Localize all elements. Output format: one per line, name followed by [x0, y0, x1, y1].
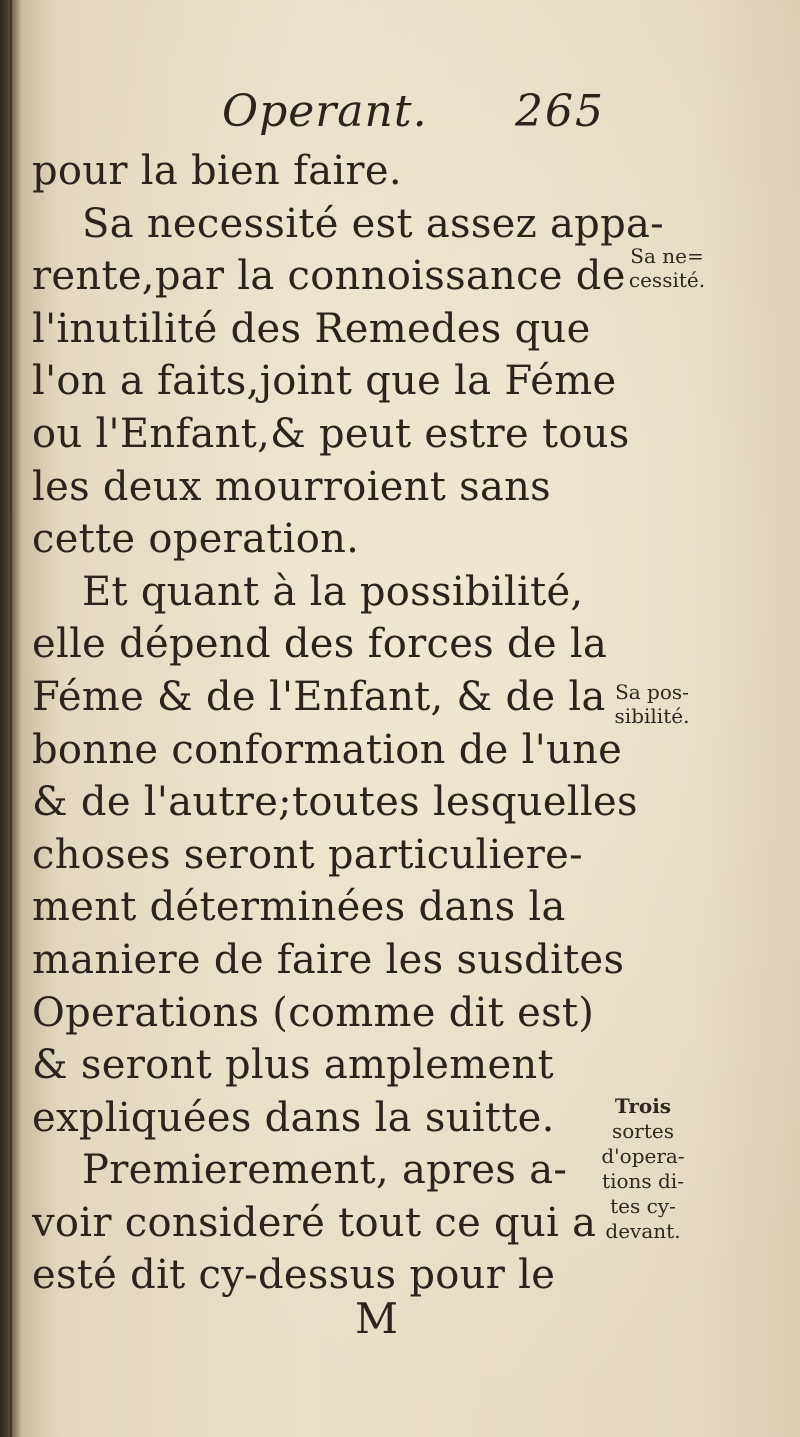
text-line: esté dit cy-dessus pour le: [32, 1252, 556, 1299]
text-line: Sa necessité est assez appa-: [82, 200, 664, 247]
text-line: & de l'autre;toutes lesquelles: [32, 779, 638, 826]
text-line: maniere de faire les susdites: [32, 936, 625, 983]
margin-note-line: tes cy-: [610, 1194, 676, 1218]
text-line: elle dépend des forces de la: [32, 621, 608, 668]
page-gutter-shadow: [10, 0, 12, 1437]
page-number: 265: [515, 86, 605, 137]
text-line: Premierement, apres a-: [82, 1147, 568, 1194]
running-title: Operant.: [222, 86, 428, 137]
text-line: cette operation.: [32, 516, 360, 563]
text-line: choses seront particuliere-: [32, 831, 583, 878]
margin-note-line: sibilité.: [614, 704, 690, 728]
text-line: Operations (comme dit est): [32, 989, 595, 1036]
margin-note-line: Sa ne=: [630, 244, 704, 268]
text-line: l'on a faits,joint que la Féme: [32, 358, 617, 405]
margin-note-line: Trois: [614, 1094, 672, 1118]
page-header: [0, 82, 620, 142]
margin-note-possibility: [592, 680, 712, 728]
margin-note-line: Sa pos-: [615, 680, 689, 704]
margin-note-line: sortes: [611, 1119, 674, 1143]
text-line: ou l'Enfant,& peut estre tous: [32, 410, 630, 457]
text-line: Et quant à la possibilité,: [82, 568, 584, 615]
margin-note-line: devant.: [605, 1219, 681, 1243]
text-line: bonne conformation de l'une: [32, 726, 623, 773]
text-line: les deux mourroient sans: [32, 463, 551, 510]
text-line: rente,par la connoissance de: [32, 253, 626, 300]
margin-note-line: tions di-: [602, 1169, 684, 1193]
text-line: expliquées dans la suitte.: [32, 1094, 555, 1141]
text-line: Féme & de l'Enfant, & de la: [32, 673, 606, 720]
margin-note-line: d'opera-: [601, 1144, 685, 1168]
text-line: ment déterminées dans la: [32, 884, 566, 931]
text-line: & seront plus amplement: [32, 1042, 554, 1089]
text-line: l'inutilité des Remedes que: [32, 305, 591, 352]
signature-mark: M: [355, 1294, 399, 1343]
margin-note-three-sorts: [578, 1094, 708, 1244]
text-line: pour la bien faire.: [32, 148, 402, 194]
margin-note-line: cessité.: [628, 268, 706, 292]
text-line: voir consideré tout ce qui a: [32, 1199, 597, 1246]
margin-note-necessity: [592, 244, 742, 292]
